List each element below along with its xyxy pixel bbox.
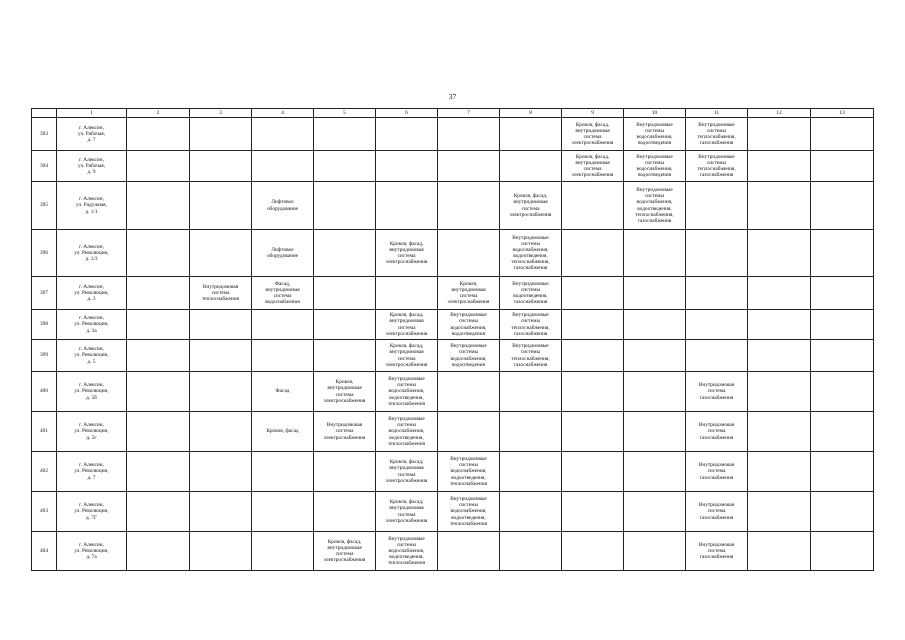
work-cell-col-4 — [252, 532, 314, 571]
work-cell-col-12 — [748, 182, 811, 230]
work-cell-col-10 — [624, 230, 686, 277]
work-cell-col-12 — [748, 372, 811, 412]
work-cell-col-4 — [252, 118, 314, 151]
work-cell-col-7 — [438, 230, 500, 277]
work-cell-col-11: Внутридомовые системы теплоснабжения, газоснабжения — [686, 118, 748, 151]
work-cell-col-7: Кровля, внутридомовая система электроснабжения — [438, 277, 500, 310]
work-cell-col-7 — [438, 412, 500, 452]
work-cell-col-2 — [127, 492, 190, 532]
work-cell-col-12 — [748, 230, 811, 277]
work-cell-col-9 — [562, 182, 624, 230]
work-cell-col-13 — [811, 492, 874, 532]
column-header-3: 3 — [190, 109, 252, 118]
work-cell-col-3 — [190, 340, 252, 372]
work-cell-col-8 — [500, 372, 562, 412]
work-cell-col-11: Внутридомовая система газоснабжения — [686, 412, 748, 452]
work-cell-col-3 — [190, 492, 252, 532]
work-cell-col-11 — [686, 310, 748, 340]
work-cell-col-5 — [314, 118, 376, 151]
work-cell-col-5 — [314, 452, 376, 492]
work-cell-col-8: Внутридомовые системы водоснабжения, водоотведения, теплоснабжения, газоснабжения — [500, 230, 562, 277]
work-cell-col-4: Фасад — [252, 372, 314, 412]
work-cell-col-5: Внутридомовая система электроснабжения — [314, 412, 376, 452]
address-cell: г. Алексин, ул. Революции, д. 7Г — [57, 492, 127, 532]
work-cell-col-6: Кровля, фасад, внутридомовая система электроснабжения — [376, 310, 438, 340]
row-number: 393 — [32, 118, 57, 151]
work-cell-col-2 — [127, 452, 190, 492]
work-cell-col-4 — [252, 492, 314, 532]
row-number: 403 — [32, 492, 57, 532]
work-cell-col-13 — [811, 230, 874, 277]
column-header-11: 11 — [686, 109, 748, 118]
work-cell-col-2 — [127, 412, 190, 452]
work-cell-col-2 — [127, 230, 190, 277]
work-cell-col-2 — [127, 310, 190, 340]
work-cell-col-12 — [748, 151, 811, 182]
column-header-7: 7 — [438, 109, 500, 118]
work-cell-col-11: Внутридомовые системы теплоснабжения, газоснабжения — [686, 151, 748, 182]
work-cell-col-8: Внутридомовые системы водоотведения, газоснабжения — [500, 277, 562, 310]
work-cell-col-10 — [624, 310, 686, 340]
table-row — [32, 372, 874, 412]
work-cell-col-3 — [190, 182, 252, 230]
capital-repair-table — [31, 108, 874, 571]
work-cell-col-6 — [376, 118, 438, 151]
work-cell-col-2 — [127, 340, 190, 372]
column-header-6: 6 — [376, 109, 438, 118]
work-cell-col-9: Кровля, фасад, внутридомовая система электроснабжения — [562, 118, 624, 151]
header-num-col — [32, 109, 57, 118]
row-number: 394 — [32, 151, 57, 182]
work-cell-col-12 — [748, 310, 811, 340]
work-cell-col-11 — [686, 340, 748, 372]
work-cell-col-13 — [811, 151, 874, 182]
address-cell: г. Алексин, ул. Рабочая, д. 9 — [57, 151, 127, 182]
work-cell-col-7 — [438, 182, 500, 230]
work-cell-col-10 — [624, 492, 686, 532]
row-number: 395 — [32, 182, 57, 230]
row-number: 400 — [32, 372, 57, 412]
work-cell-col-13 — [811, 310, 874, 340]
work-cell-col-6 — [376, 182, 438, 230]
column-header-1: 1 — [57, 109, 127, 118]
column-header-2: 2 — [127, 109, 190, 118]
work-cell-col-11: Внутридомовая система газоснабжения — [686, 532, 748, 571]
work-cell-col-13 — [811, 182, 874, 230]
work-cell-col-9 — [562, 277, 624, 310]
work-cell-col-4: Лифтовое оборудование — [252, 230, 314, 277]
work-cell-col-8 — [500, 151, 562, 182]
work-cell-col-2 — [127, 182, 190, 230]
column-header-13: 13 — [811, 109, 874, 118]
work-cell-col-9 — [562, 230, 624, 277]
work-cell-col-3 — [190, 532, 252, 571]
work-cell-col-6: Кровля, фасад, внутридомовая система электроснабжения — [376, 340, 438, 372]
work-cell-col-2 — [127, 372, 190, 412]
work-cell-col-3 — [190, 452, 252, 492]
work-cell-col-13 — [811, 412, 874, 452]
work-cell-col-9 — [562, 492, 624, 532]
work-cell-col-13 — [811, 532, 874, 571]
work-cell-col-12 — [748, 532, 811, 571]
row-number: 404 — [32, 532, 57, 571]
work-cell-col-6: Кровля, фасад, внутридомовая система электроснабжения — [376, 492, 438, 532]
work-cell-col-4: Лифтовое оборудование — [252, 182, 314, 230]
work-cell-col-12 — [748, 340, 811, 372]
work-cell-col-5: Кровля, внутридомовая система электроснабжения — [314, 372, 376, 412]
work-cell-col-5 — [314, 151, 376, 182]
work-cell-col-8: Кровля, фасад, внутридомовая система электроснабжения — [500, 182, 562, 230]
work-cell-col-3 — [190, 412, 252, 452]
work-cell-col-10: Внутридомовые системы водоснабжения, водоотведения — [624, 118, 686, 151]
address-cell: г. Алексин, ул. Радужная, д. 1/1 — [57, 182, 127, 230]
work-cell-col-11 — [686, 230, 748, 277]
work-cell-col-3 — [190, 118, 252, 151]
work-cell-col-5 — [314, 230, 376, 277]
address-cell: г. Алексин, ул. Революции, д. 3а — [57, 310, 127, 340]
work-cell-col-11: Внутридомовая система газоснабжения — [686, 372, 748, 412]
work-cell-col-2 — [127, 532, 190, 571]
work-cell-col-11: Внутридомовая система газоснабжения — [686, 452, 748, 492]
work-cell-col-13 — [811, 118, 874, 151]
column-header-5: 5 — [314, 109, 376, 118]
table-row — [32, 492, 874, 532]
work-cell-col-6 — [376, 151, 438, 182]
table-row — [32, 412, 874, 452]
work-cell-col-13 — [811, 452, 874, 492]
address-cell: г. Алексин, ул. Революции, д. 5 — [57, 340, 127, 372]
work-cell-col-8 — [500, 532, 562, 571]
table-row — [32, 151, 874, 182]
work-cell-col-2 — [127, 151, 190, 182]
address-cell: г. Алексин, ул. Революции, д. 5г — [57, 412, 127, 452]
work-cell-col-10 — [624, 532, 686, 571]
work-cell-col-3 — [190, 230, 252, 277]
row-number: 397 — [32, 277, 57, 310]
work-cell-col-10 — [624, 277, 686, 310]
row-number: 396 — [32, 230, 57, 277]
address-cell: г. Алексин, ул. Революции, д. 7а — [57, 532, 127, 571]
work-cell-col-9 — [562, 532, 624, 571]
work-cell-col-11 — [686, 277, 748, 310]
column-header-9: 9 — [562, 109, 624, 118]
work-cell-col-5 — [314, 182, 376, 230]
work-cell-col-9: Кровля, фасад, внутридомовая система электроснабжения — [562, 151, 624, 182]
work-cell-col-7 — [438, 372, 500, 412]
work-cell-col-13 — [811, 372, 874, 412]
work-cell-col-8 — [500, 452, 562, 492]
work-cell-col-9 — [562, 372, 624, 412]
work-cell-col-12 — [748, 412, 811, 452]
address-cell: г. Алексин, ул. Революции, д. 3 — [57, 277, 127, 310]
work-cell-col-4 — [252, 340, 314, 372]
work-cell-col-4 — [252, 452, 314, 492]
work-cell-col-10: Внутридомовые системы водоснабжения, водоотведения — [624, 151, 686, 182]
address-cell: г. Алексин, ул. Революции, д. 1/3 — [57, 230, 127, 277]
column-header-4: 4 — [252, 109, 314, 118]
work-cell-col-5: Кровля, фасад, внутридомовая система электроснабжения — [314, 532, 376, 571]
work-cell-col-6: Внутридомовые системы водоснабжения, водоотведения, теплоснабжения — [376, 372, 438, 412]
work-cell-col-7 — [438, 151, 500, 182]
work-cell-col-7: Внутридомовые системы водоснабжения, водоотведения, теплоснабжения — [438, 452, 500, 492]
work-cell-col-8: Внутридомовые системы теплоснабжения, газоснабжения — [500, 340, 562, 372]
work-cell-col-6: Кровля, фасад, внутридомовая система электроснабжения — [376, 230, 438, 277]
table-row — [32, 230, 874, 277]
work-cell-col-6 — [376, 277, 438, 310]
work-cell-col-9 — [562, 452, 624, 492]
work-cell-col-12 — [748, 492, 811, 532]
work-cell-col-9 — [562, 412, 624, 452]
column-header-8: 8 — [500, 109, 562, 118]
work-cell-col-10 — [624, 340, 686, 372]
work-cell-col-11 — [686, 182, 748, 230]
work-cell-col-3 — [190, 372, 252, 412]
table-row — [32, 182, 874, 230]
work-cell-col-6: Внутридомовые системы водоснабжения, водоотведения, теплоснабжения — [376, 532, 438, 571]
work-cell-col-13 — [811, 277, 874, 310]
work-cell-col-8: Внутридомовые системы теплоснабжения, газоснабжения — [500, 310, 562, 340]
work-cell-col-10 — [624, 372, 686, 412]
work-cell-col-11: Внутридомовая система газоснабжения — [686, 492, 748, 532]
address-cell: г. Алексин, ул. Рабочая, д. 7 — [57, 118, 127, 151]
page-number: 37 — [448, 92, 457, 101]
table-body — [32, 118, 874, 571]
work-cell-col-7: Внутридомовые системы водоснабжения, водоотведения, теплоснабжения — [438, 492, 500, 532]
work-cell-col-7 — [438, 118, 500, 151]
work-cell-col-3: Внутридомовая система теплоснабжения — [190, 277, 252, 310]
work-cell-col-8 — [500, 412, 562, 452]
table-row — [32, 532, 874, 571]
work-cell-col-6: Внутридомовые системы водоснабжения, водоотведения, теплоснабжения — [376, 412, 438, 452]
work-cell-col-7: Внутридомовые системы водоснабжения, водоотведения — [438, 310, 500, 340]
row-number: 398 — [32, 310, 57, 340]
work-cell-col-5 — [314, 310, 376, 340]
work-cell-col-4 — [252, 310, 314, 340]
row-number: 399 — [32, 340, 57, 372]
table-row — [32, 118, 874, 151]
work-cell-col-4: Кровля, фасад — [252, 412, 314, 452]
table-row — [32, 340, 874, 372]
table-row — [32, 452, 874, 492]
work-cell-col-10: Внутридомовые системы водоснабжения, водоотведения, теплоснабжения, газоснабжения — [624, 182, 686, 230]
work-cell-col-10 — [624, 412, 686, 452]
work-cell-col-12 — [748, 452, 811, 492]
column-header-10: 10 — [624, 109, 686, 118]
work-cell-col-8 — [500, 118, 562, 151]
header-row — [32, 109, 874, 118]
work-cell-col-9 — [562, 310, 624, 340]
work-cell-col-7 — [438, 532, 500, 571]
work-cell-col-5 — [314, 340, 376, 372]
table-row — [32, 277, 874, 310]
row-number: 401 — [32, 412, 57, 452]
work-cell-col-9 — [562, 340, 624, 372]
column-header-12: 12 — [748, 109, 811, 118]
work-cell-col-2 — [127, 118, 190, 151]
work-cell-col-7: Внутридомовые системы водоснабжения, водоотведения — [438, 340, 500, 372]
address-cell: г. Алексин, ул. Революции, д. 5б — [57, 372, 127, 412]
work-cell-col-5 — [314, 492, 376, 532]
work-cell-col-3 — [190, 310, 252, 340]
row-number: 402 — [32, 452, 57, 492]
work-cell-col-10 — [624, 452, 686, 492]
table-row — [32, 310, 874, 340]
work-cell-col-2 — [127, 277, 190, 310]
work-cell-col-5 — [314, 277, 376, 310]
work-cell-col-12 — [748, 277, 811, 310]
work-cell-col-4 — [252, 151, 314, 182]
work-cell-col-12 — [748, 118, 811, 151]
work-cell-col-3 — [190, 151, 252, 182]
work-cell-col-6: Кровля, фасад, внутридомовая система электроснабжения — [376, 452, 438, 492]
address-cell: г. Алексин, ул. Революции, д. 7 — [57, 452, 127, 492]
work-cell-col-4: Фасад, внутридомовая система водоснабжения — [252, 277, 314, 310]
work-cell-col-13 — [811, 340, 874, 372]
work-cell-col-8 — [500, 492, 562, 532]
